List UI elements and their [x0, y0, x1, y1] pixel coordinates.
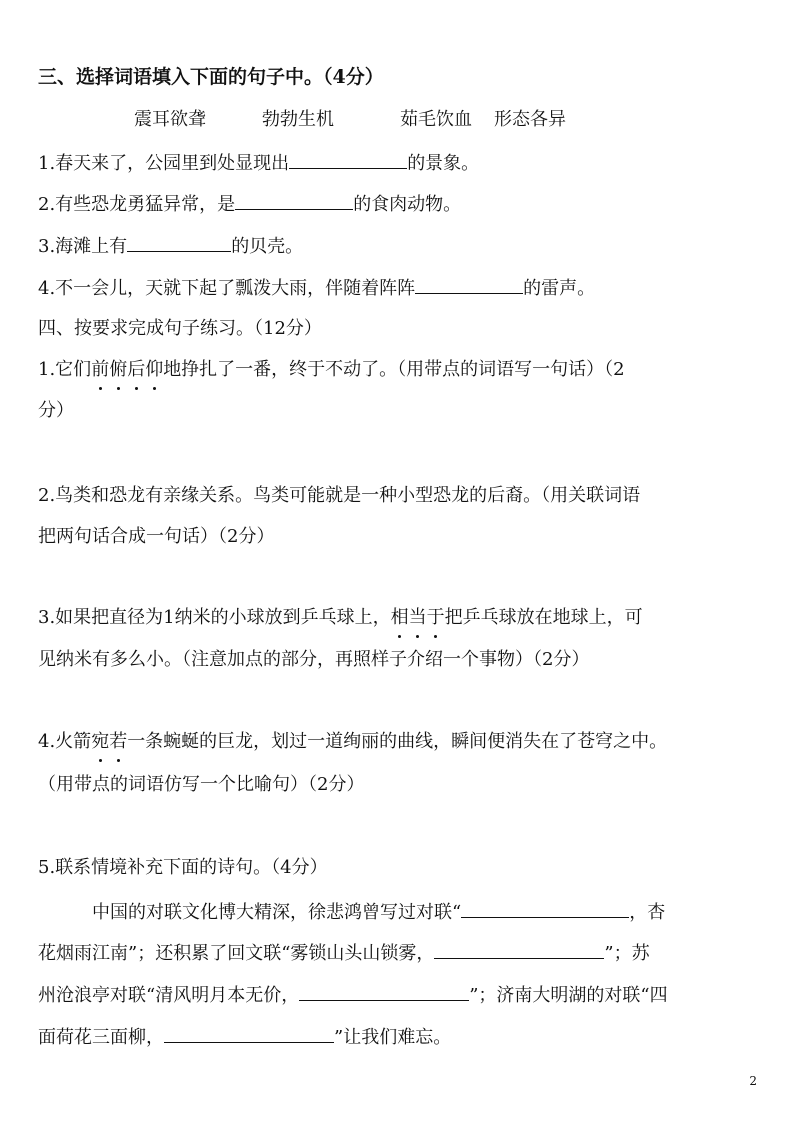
- page-number: 2: [749, 1074, 757, 1088]
- word-bank: [134, 107, 566, 133]
- answer-blank[interactable]: [235, 190, 353, 210]
- s4-question-2-cont: 把两句话合成一句话）（2分）: [38, 526, 275, 547]
- s3-question-4: 4.不一会儿，天就下起了瓢泼大雨，伴随着阵阵 的雷声。: [38, 274, 595, 302]
- s4-q5-line-2: 花烟雨江南”；还积累了回文联“雾锁山头山锁雾， ”；苏: [38, 939, 650, 967]
- dotted-char: 俯: [109, 357, 127, 383]
- answer-blank[interactable]: [461, 898, 629, 918]
- dotted-char: 仰: [145, 357, 163, 383]
- section-3-title: 三、选择词语填入下面的句子中。（4分）: [38, 66, 384, 88]
- dotted-char: 当: [409, 605, 427, 631]
- answer-blank[interactable]: [415, 274, 523, 294]
- word-2: 勃勃生机: [262, 109, 334, 130]
- word-3: 茹毛饮血: [400, 109, 472, 130]
- s3-question-1: 1.春天来了，公园里到处显现出 的景象。: [38, 149, 479, 177]
- answer-blank[interactable]: [434, 939, 604, 959]
- answer-blank[interactable]: [299, 981, 469, 1001]
- s4-question-1: 1.它们前俯后仰地挣扎了一番，终于不动了。（用带点的词语写一句话）（2: [38, 357, 625, 383]
- dotted-char: 后: [127, 357, 145, 383]
- s4-question-3: 3.如果把直径为1纳米的小球放到乒乓球上，相当于把乒乓球放在地球上，可: [38, 605, 643, 631]
- s4-question-1-cont: 分）: [38, 400, 74, 421]
- dotted-char: 于: [427, 605, 445, 631]
- s4-question-5-title: 5.联系情境补充下面的诗句。（4分）: [38, 857, 328, 878]
- answer-blank[interactable]: [127, 232, 231, 252]
- word-4: 形态各异: [494, 109, 566, 130]
- dotted-char: 宛: [91, 729, 109, 755]
- s4-question-3-cont: 见纳米有多么小。（注意加点的部分，再照样子介绍一个事物）（2分）: [38, 649, 590, 670]
- s4-q5-line-3: 州沧浪亭对联“清风明月本无价， ”；济南大明湖的对联“四: [38, 981, 668, 1009]
- s4-question-4-cont: （用带点的词语仿写一个比喻句）（2分）: [38, 774, 365, 795]
- dotted-char: 相: [391, 605, 409, 631]
- word-1: 震耳欲聋: [134, 109, 206, 130]
- s3-question-3: 3.海滩上有 的贝壳。: [38, 232, 303, 260]
- s4-q5-line-4: 面荷花三面柳， ”让我们难忘。: [38, 1023, 451, 1051]
- section-4-title: 四、按要求完成句子练习。（12分）: [38, 318, 322, 339]
- s4-question-2: 2.鸟类和恐龙有亲缘关系。鸟类可能就是一种小型恐龙的后裔。（用关联词语: [38, 485, 641, 506]
- answer-blank[interactable]: [164, 1023, 334, 1043]
- s4-question-4: 4.火箭宛若一条蜿蜒的巨龙，划过一道绚丽的曲线，瞬间便消失在了苍穹之中。: [38, 729, 667, 755]
- s4-q5-line-1: 中国的对联文化博大精深，徐悲鸿曾写过对联“ ，杏: [92, 898, 665, 926]
- s3-question-2: 2.有些恐龙勇猛异常，是 的食肉动物。: [38, 190, 461, 218]
- answer-blank[interactable]: [289, 149, 407, 169]
- dotted-char: 若: [109, 729, 127, 755]
- dotted-char: 前: [91, 357, 109, 383]
